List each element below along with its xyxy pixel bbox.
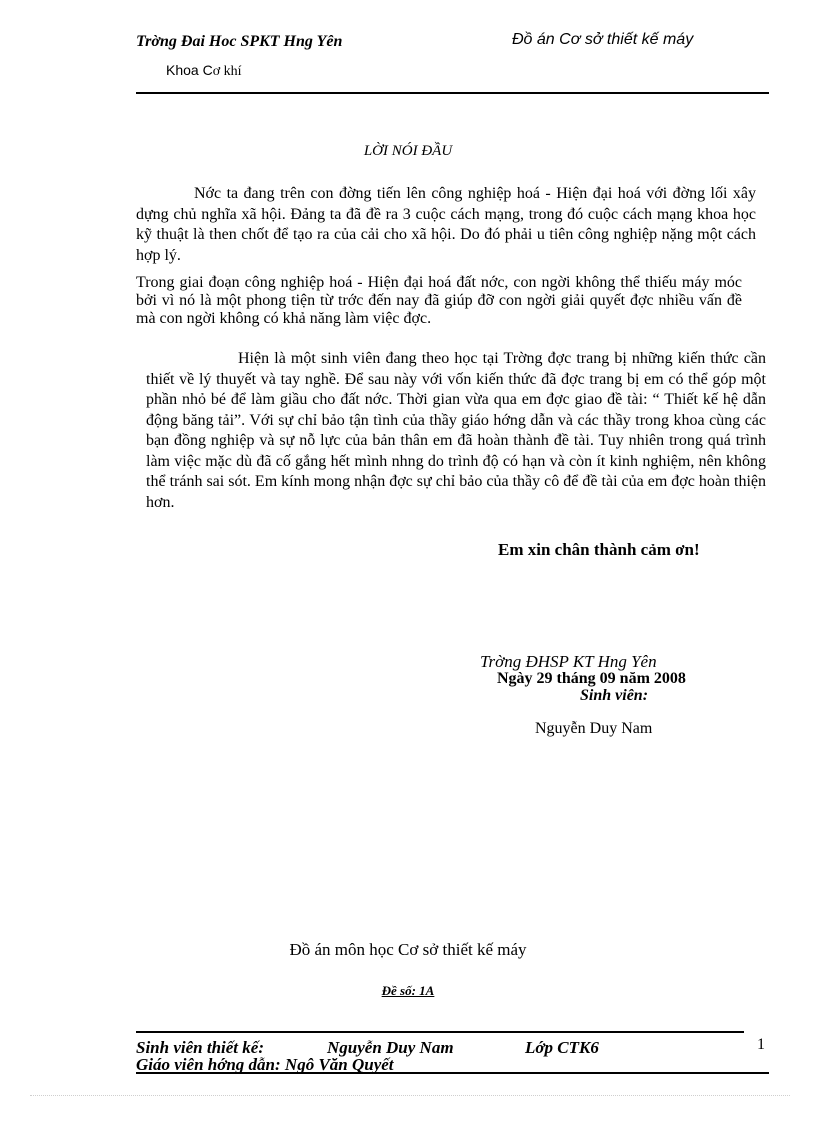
signature-place: Trờng ĐHSP KT Hng Yên bbox=[480, 652, 657, 671]
signature-name: Nguyễn Duy Nam bbox=[535, 720, 653, 737]
signature-date: Ngày 29 tháng 09 năm 2008 bbox=[497, 670, 686, 687]
footer-student-name: Nguyễn Duy Nam bbox=[327, 1038, 454, 1057]
signature-role: Sinh viên: bbox=[580, 687, 649, 704]
page-title: LỜI NÓI ĐẦU bbox=[363, 143, 453, 159]
footer-class: Lớp CTK6 bbox=[525, 1038, 599, 1057]
paragraph-3-text: Hiện là một sinh viên đang theo học tại Trờng đợc trang bị những kiến thức cần thiết về lý thuyết và tay nghề. Để sau này với vốn kiến thức đã đợc trang bị em có thể góp một phần nhỏ bé để làm giầu cho đất nớc. Thời gian vừa qua em đợc giao đề tài: “ Thiết kế hệ dẫn động băng tải”. Với sự chỉ bảo tận tình của thầy giáo hớng dẫn và các thầy trong khoa cùng các bạn đồng nghiệp và sự nỗ lực của bản thân em đã hoàn thành đề tài. Tuy nhiên trong quá trình làm việc mặc dù đã cố gắng hết mình nhng do trình độ có hạn và còn ít kinh nghiệm, nên không thể tránh sai sót. Em kính mong nhận đợc sự chỉ bảo của thầy cô để đề tài của em đợc hoàn thiện hơn. bbox=[146, 350, 766, 511]
paragraph-1 bbox=[136, 184, 756, 266]
page-edge-divider bbox=[30, 1095, 790, 1096]
header-department bbox=[166, 62, 242, 80]
paragraph-2 bbox=[136, 274, 742, 328]
paragraph-1-text: Nớc ta đang trên con đờng tiến lên công nghiệp hoá - Hiện đại hoá với đờng lối xây dựng chủ nghĩa xã hội. Đảng ta đã đề ra 3 cuộc cách mạng, trong đó cuộc cách mạng khoa học kỹ thuật là then chốt để tạo ra của cải cho xã hội. Do đó phải u tiên công nghiệp nặng một cách hợp lý. bbox=[136, 185, 756, 264]
footer-rule-top bbox=[136, 1031, 744, 1033]
department-prefix: Khoa C bbox=[166, 62, 213, 78]
department-suffix: ơ khí bbox=[212, 64, 242, 79]
header-project-title: Đồ án Cơ sở thiết kế máy bbox=[512, 31, 694, 48]
topic-number: Đề số: 1A bbox=[381, 983, 435, 998]
header-school: Trờng Đai Hoc SPKT Hng Yên bbox=[136, 33, 343, 50]
thanks-text: Em xin chân thành cảm ơn! bbox=[498, 540, 700, 559]
paragraph-3 bbox=[146, 349, 766, 513]
page-number: 1 bbox=[757, 1036, 765, 1053]
footer-student-label: Sinh viên thiết kế: bbox=[136, 1038, 264, 1057]
subject-title: Đồ án môn học Cơ sở thiết kế máy bbox=[289, 940, 527, 959]
footer-teacher: Giáo viên hớng dẫn: Ngô Văn Quyết bbox=[136, 1055, 394, 1074]
header-rule bbox=[136, 92, 769, 94]
footer-rule-bottom bbox=[136, 1072, 769, 1074]
paragraph-2-text: Trong giai đoạn công nghiệp hoá - Hiện đại hoá đất nớc, con ngời không thể thiếu máy móc bởi vì nó là một phong tiện từ trớc đến nay đã giúp đỡ con ngời giải quyết đợc nhiều vấn đề mà con ngời không có khả năng làm việc đợc. bbox=[136, 274, 742, 327]
